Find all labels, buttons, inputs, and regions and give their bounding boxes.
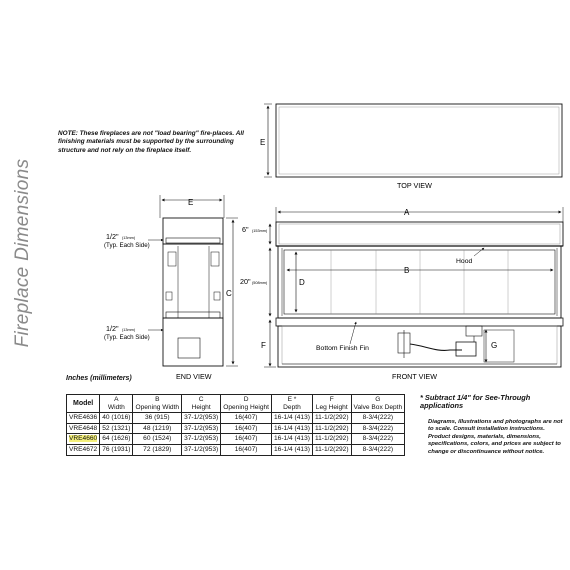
table-cell: 16(407)	[221, 413, 272, 424]
half-inch-bottom-mm: (13mm)	[122, 328, 136, 332]
table-cell: 37-1/2(953)	[182, 444, 221, 455]
col-header-b: B Opening Width	[133, 395, 182, 413]
table-cell: VRE4672	[67, 444, 100, 455]
page-title: Fireplace Dimensions	[12, 158, 33, 348]
table-row	[67, 423, 405, 434]
front-view-label: FRONT VIEW	[392, 372, 437, 381]
col-header-d: D Opening Height	[221, 395, 272, 413]
table-cell: 11-1/2(292)	[312, 413, 351, 424]
table-cell: 16(407)	[221, 423, 272, 434]
table-row	[67, 444, 405, 455]
col-header-g: G Valve Box Depth	[351, 395, 405, 413]
table-cell: 48 (1219)	[133, 423, 182, 434]
table-cell: 11-1/2(292)	[312, 444, 351, 455]
table-cell: VRE4648	[67, 423, 100, 434]
half-inch-top-note: (Typ. Each Side)	[104, 242, 150, 249]
table-header-row	[67, 395, 405, 413]
dim-d: D	[299, 278, 305, 287]
subtract-note: * Subtract 1/4" for See-Through applications	[420, 393, 531, 410]
table-cell: 37-1/2(953)	[182, 434, 221, 445]
half-inch-top-mm: (13mm)	[122, 236, 136, 240]
table-cell: 16-1/4 (413)	[272, 413, 313, 424]
table-cell: 8-3/4(222)	[351, 413, 405, 424]
table-cell: 37-1/2(953)	[182, 423, 221, 434]
col-header-a: A Width	[100, 395, 133, 413]
table-cell: 72 (1829)	[133, 444, 182, 455]
dim-g: G	[491, 341, 498, 350]
table-cell: 8-3/4(222)	[351, 423, 405, 434]
top-view	[260, 104, 562, 190]
dim-e-top: E	[260, 138, 266, 147]
top-view-label: TOP VIEW	[397, 181, 432, 190]
hood-label: Hood	[456, 258, 473, 265]
end-view	[104, 195, 238, 381]
six-inch: 6"	[242, 225, 249, 234]
table-cell: 40 (1016)	[100, 413, 133, 424]
col-header-model: Model	[67, 395, 100, 413]
twenty-inch-mm: (508mm)	[252, 281, 268, 285]
table-cell: 16(407)	[221, 434, 272, 445]
table-cell: VRE4636	[67, 413, 100, 424]
table-cell: 11-1/2(292)	[312, 434, 351, 445]
twenty-inch: 20"	[240, 277, 251, 286]
dim-a: A	[404, 208, 410, 217]
table-row	[67, 434, 405, 445]
table-cell: 16-1/4 (413)	[272, 444, 313, 455]
table-cell: 60 (1524)	[133, 434, 182, 445]
col-header-c: C Height	[182, 395, 221, 413]
dim-c: C	[226, 289, 232, 298]
dim-f: F	[261, 341, 266, 350]
table-cell: 76 (1931)	[100, 444, 133, 455]
half-inch-bottom: 1/2"	[106, 324, 119, 333]
load-bearing-note: NOTE: These fireplaces are not "load bearing" fire-places. All finishing materials must be supported by the surrounding structure and not rely on the fireplace itself.	[58, 130, 244, 154]
dimensions-table	[66, 394, 405, 456]
table-cell: 8-3/4(222)	[351, 434, 405, 445]
table-cell-highlighted	[67, 434, 100, 445]
dim-e-end: E	[188, 198, 194, 207]
table-cell: 52 (1321)	[100, 423, 133, 434]
table-cell: 64 (1626)	[100, 434, 133, 445]
col-header-f: F Leg Height	[312, 395, 351, 413]
col-header-e: E * Depth	[272, 395, 313, 413]
dim-b: B	[404, 266, 410, 275]
half-inch-bottom-note: (Typ. Each Side)	[104, 334, 150, 341]
disclaimer-note: Diagrams, illustrations and photographs are not to scale. Consult installation instructions. Product designs, materials, dimensions, specifications, colors, and prices are subject to change or discontinuance without notice.	[428, 419, 563, 455]
front-view	[240, 207, 563, 381]
half-inch-top: 1/2"	[106, 232, 119, 241]
table-cell: 36 (915)	[133, 413, 182, 424]
table-row	[67, 413, 405, 424]
table-cell: 8-3/4(222)	[351, 444, 405, 455]
bottom-finish-fin-label: Bottom Finish Fin	[316, 345, 369, 352]
table-cell: 16(407)	[221, 444, 272, 455]
table-cell: 16-1/4 (413)	[272, 423, 313, 434]
highlighted-model: VRE4660	[69, 435, 98, 443]
units-note: Inches (millimeters)	[66, 375, 132, 382]
table-cell: 11-1/2(292)	[312, 423, 351, 434]
six-inch-mm: (153mm)	[252, 229, 268, 233]
table-cell: 37-1/2(953)	[182, 413, 221, 424]
table-cell: 16-1/4 (413)	[272, 434, 313, 445]
end-view-label: END VIEW	[176, 372, 212, 381]
